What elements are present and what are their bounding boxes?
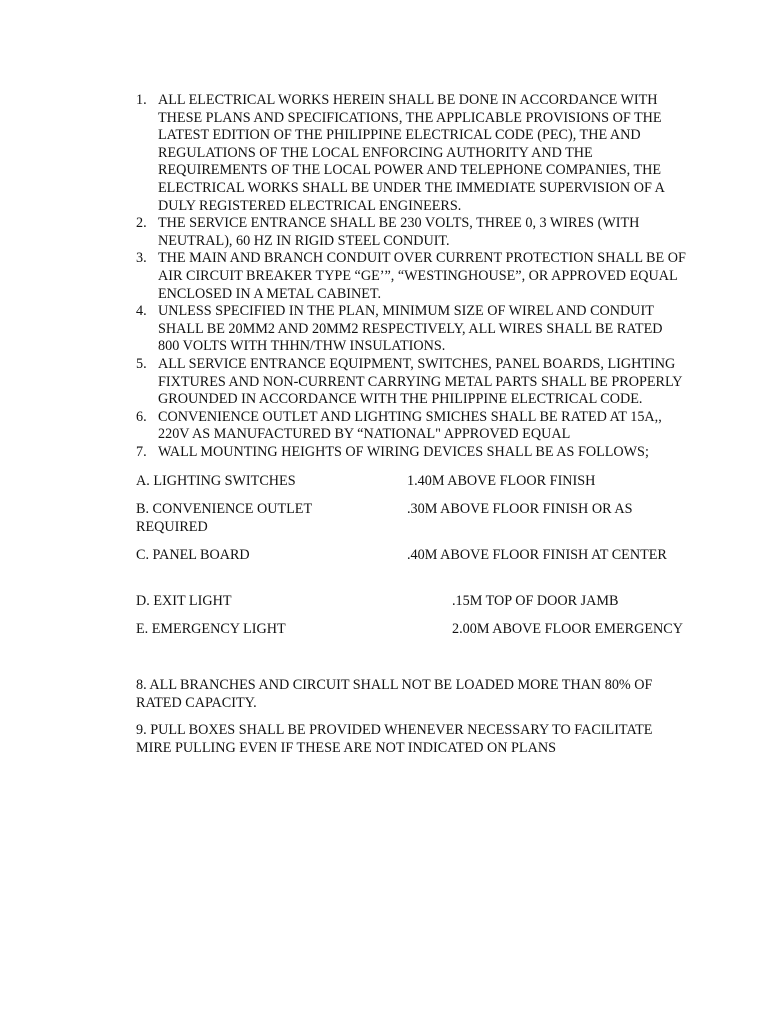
note-item-4	[136, 303, 696, 356]
note-text: ALL ELECTRICAL WORKS HEREIN SHALL BE DONE IN ACCORDANCE WITH THESE PLANS AND SPECIFICATIONS, THE APPLICABLE PROVISIONS OF THE LATEST EDITION OF THE PHILIPPINE ELECTRICAL CODE (PEC), THE AND REGULATIONS OF THE LOCAL ENFORCING AUTHORITY AND THE REQUIREMENTS OF THE LOCAL POWER AND TELEPHONE COMPANIES, THE ELECTRICAL WORKS SHALL BE UNDER THE IMMEDIATE SUPERVISION OF A DULY REGISTERED ELECTRICAL ENGINEERS.	[158, 92, 665, 214]
note-number: 5.	[136, 355, 147, 372]
note-item-1	[136, 92, 696, 215]
note-item-3	[136, 250, 696, 303]
mounting-height-value: 2.00M ABOVE FLOOR EMERGENCY	[452, 621, 683, 637]
note-text: UNLESS SPECIFIED IN THE PLAN, MINIMUM SIZE OF WIREL AND CONDUIT SHALL BE 20MM2 AND 20MM2 RESPECTIVELY, ALL WIRES SHALL BE RATED 800 VOLTS WITH THHN/THW INSULATIONS.	[158, 303, 663, 355]
mounting-height-value: .30M ABOVE FLOOR FINISH OR AS	[407, 501, 633, 517]
note-text: CONVENIENCE OUTLET AND LIGHTING SMICHES SHALL BE RATED AT 15A,, 220V AS MANUFACTURED BY “NATIONAL" APPROVED EQUAL	[158, 408, 662, 443]
mounting-height-value: .15M TOP OF DOOR JAMB	[452, 593, 619, 609]
note-number: 6.	[136, 408, 147, 425]
note-text: THE SERVICE ENTRANCE SHALL BE 230 VOLTS, THREE 0, 3 WIRES (WITH NEUTRAL), 60 HZ IN RIGID STEEL CONDUIT.	[158, 215, 640, 249]
note-number: 4.	[136, 303, 147, 320]
electrical-notes-list	[136, 92, 696, 461]
note-text: THE MAIN AND BRANCH CONDUIT OVER CURRENT PROTECTION SHALL BE OF AIR CIRCUIT BREAKER TYPE “GE’”, “WESTINGHOUSE”, OR APPROVED EQUAL ENCLOSED IN A METAL CABINET.	[158, 250, 686, 302]
note-item-7	[136, 444, 696, 462]
note-item-9: 9. PULL BOXES SHALL BE PROVIDED WHENEVER NECESSARY TO FACILITATE MIRE PULLING EVEN IF THESE ARE NOT INDICATED ON PLANS	[136, 722, 653, 756]
device-label: E. EMERGENCY LIGHT	[136, 621, 286, 637]
mounting-height-value: 1.40M ABOVE FLOOR FINISH	[407, 473, 596, 489]
note-number: 2.	[136, 215, 147, 232]
mounting-height-value: .40M ABOVE FLOOR FINISH AT CENTER	[407, 547, 667, 563]
note-item-6	[136, 409, 696, 444]
device-label: B. CONVENIENCE OUTLET REQUIRED	[136, 501, 313, 535]
note-text: WALL MOUNTING HEIGHTS OF WIRING DEVICES SHALL BE AS FOLLOWS;	[158, 443, 649, 460]
device-label: C. PANEL BOARD	[136, 547, 250, 563]
device-label: A. LIGHTING SWITCHES	[136, 473, 296, 489]
note-number: 7.	[136, 443, 147, 460]
device-label: D. EXIT LIGHT	[136, 593, 232, 609]
note-text: ALL SERVICE ENTRANCE EQUIPMENT, SWITCHES, PANEL BOARDS, LIGHTING FIXTURES AND NON-CURRENT CARRYING METAL PARTS SHALL BE PROPERLY GROUNDED IN ACCORDANCE WITH THE PHILIPPINE ELECTRICAL CODE.	[158, 355, 683, 408]
note-number: 3.	[136, 250, 147, 267]
note-number: 1.	[136, 92, 147, 108]
note-item-5	[136, 356, 696, 409]
note-item-8: 8. ALL BRANCHES AND CIRCUIT SHALL NOT BE LOADED MORE THAN 80% OF RATED CAPACITY.	[136, 677, 653, 711]
note-item-2	[136, 215, 696, 250]
